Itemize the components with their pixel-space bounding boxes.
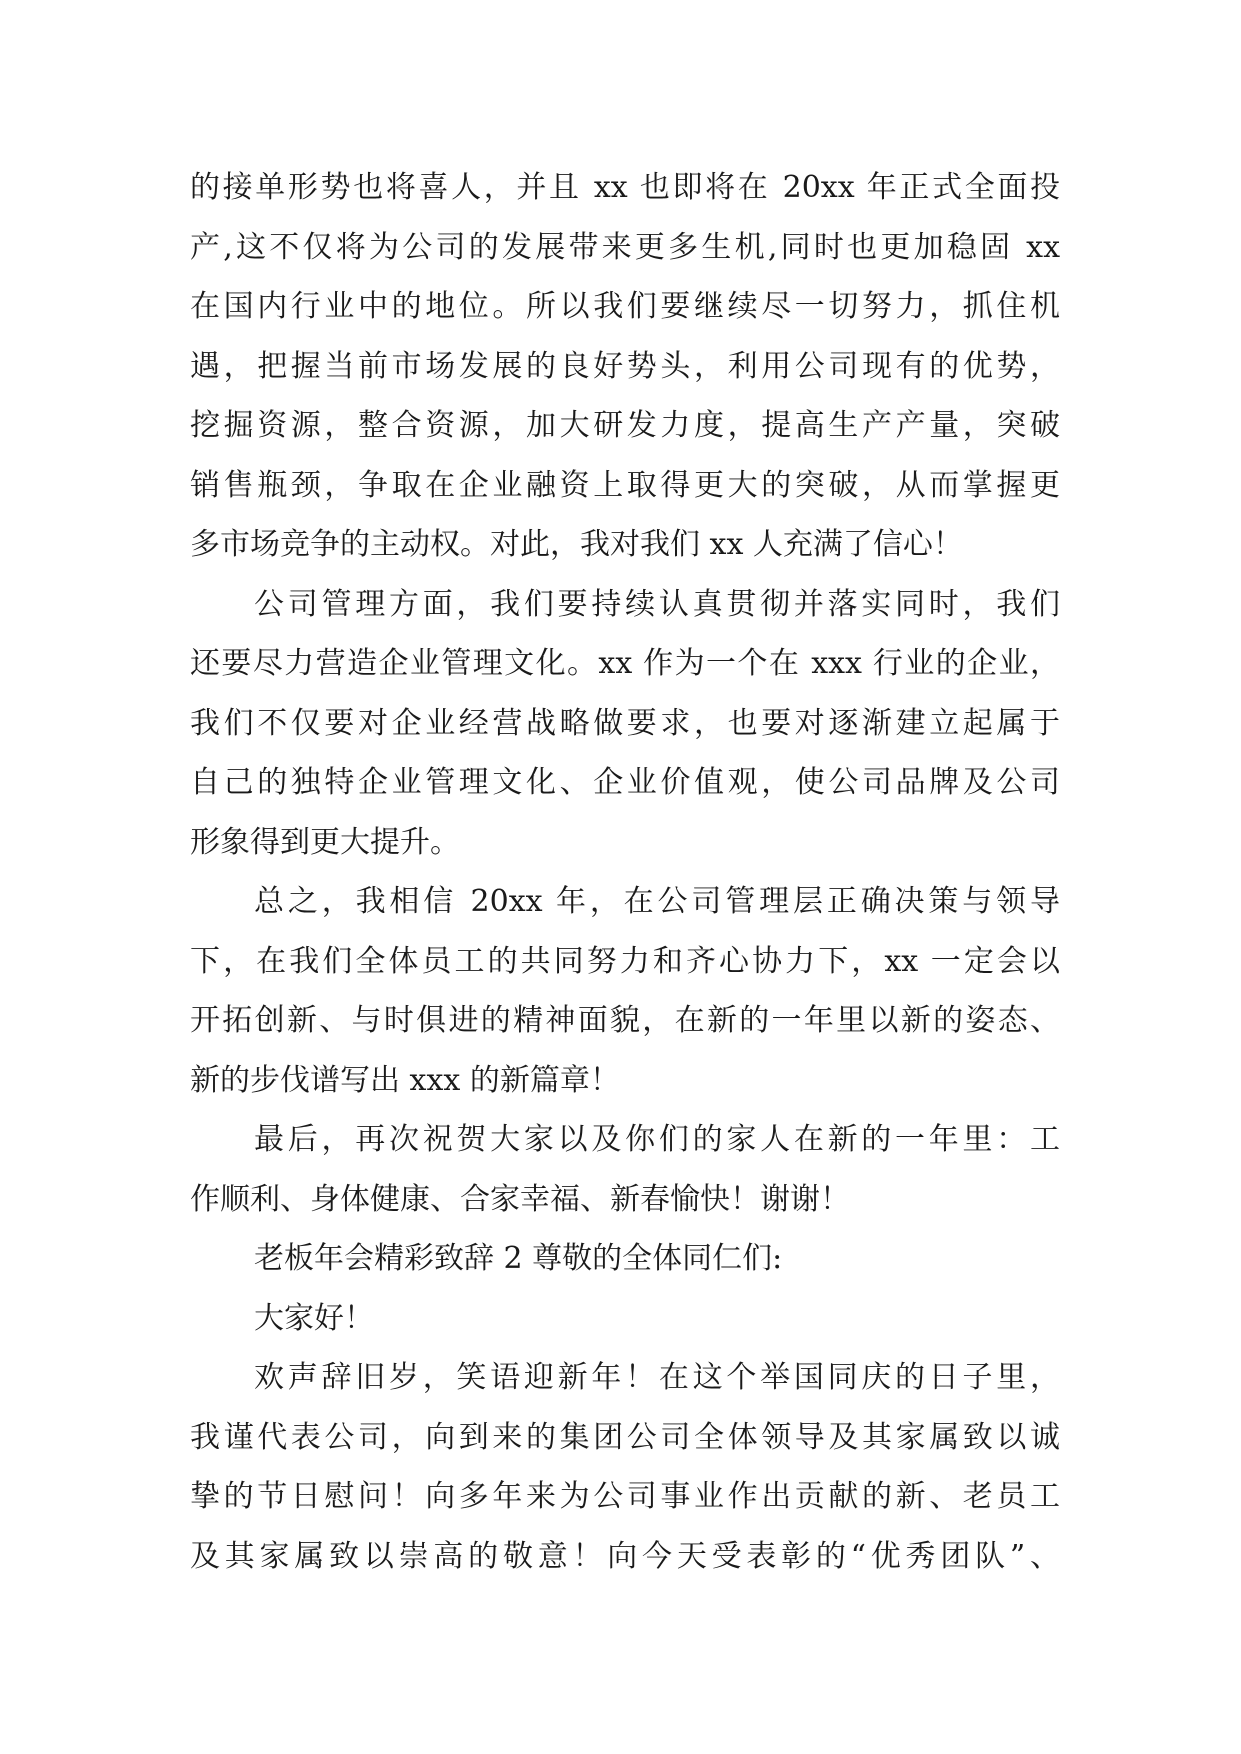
- text-line: 遇，把握当前市场发展的良好势头，利用公司现有的优势，: [190, 348, 1060, 384]
- text-line: 的接单形势也将喜人，并且 xx 也即将在 20xx 年正式全面投: [190, 170, 1060, 205]
- text-line: 下，在我们全体员工的共同努力和齐心协力下，xx 一定会以: [190, 943, 1060, 979]
- text-line: 及其家属致以崇高的敬意！向今天受表彰的“优秀团队”、: [190, 1538, 1060, 1574]
- text-line: 我们不仅要对企业经营战略做要求，也要对逐渐建立起属于: [190, 705, 1060, 741]
- text-line: 多市场竞争的主动权。对此，我对我们 xx 人充满了信心！: [190, 527, 963, 562]
- greeting-line: 大家好！: [254, 1300, 374, 1336]
- document-body: [190, 158, 1060, 1586]
- text-line: 开拓创新、与时俱进的精神面貌，在新的一年里以新的姿态、: [190, 1003, 1060, 1038]
- text-line: 自己的独特企业管理文化、企业价值观，使公司品牌及公司: [190, 765, 1060, 800]
- text-line: 挖掘资源，整合资源，加大研发力度，提高生产产量，突破: [190, 408, 1060, 443]
- text-line: 还要尽力营造企业管理文化。xx 作为一个在 xxx 行业的企业，: [190, 646, 1060, 681]
- text-line: 销售瓶颈，争取在企业融资上取得更大的突破，从而掌握更: [190, 467, 1060, 503]
- text-line: 欢声辞旧岁，笑语迎新年！在这个举国同庆的日子里，: [254, 1360, 1060, 1395]
- text-line: 最后，再次祝贺大家以及你们的家人在新的一年里：工: [254, 1122, 1060, 1157]
- text-line: 总之，我相信 20xx 年，在公司管理层正确决策与领导: [254, 884, 1060, 919]
- text-line: 新的步伐谱写出 xxx 的新篇章！: [190, 1062, 620, 1098]
- text-line: 公司管理方面，我们要持续认真贯彻并落实同时，我们: [254, 586, 1060, 622]
- text-line: 产,这不仅将为公司的发展带来更多生机,同时也更加稳固 xx: [190, 229, 1060, 265]
- text-line: 我谨代表公司，向到来的集团公司全体领导及其家属致以诚: [190, 1419, 1060, 1455]
- text-line: 作顺利、身体健康、合家幸福、新春愉快！谢谢！: [190, 1181, 850, 1217]
- text-line: 在国内行业中的地位。所以我们要继续尽一切努力，抓住机: [190, 289, 1060, 324]
- text-line: 挚的节日慰问！向多年来为公司事业作出贡献的新、老员工: [190, 1479, 1060, 1514]
- speech-title-line: 老板年会精彩致辞 2 尊敬的全体同仁们:: [254, 1241, 783, 1276]
- text-line: 形象得到更大提升。: [190, 824, 460, 860]
